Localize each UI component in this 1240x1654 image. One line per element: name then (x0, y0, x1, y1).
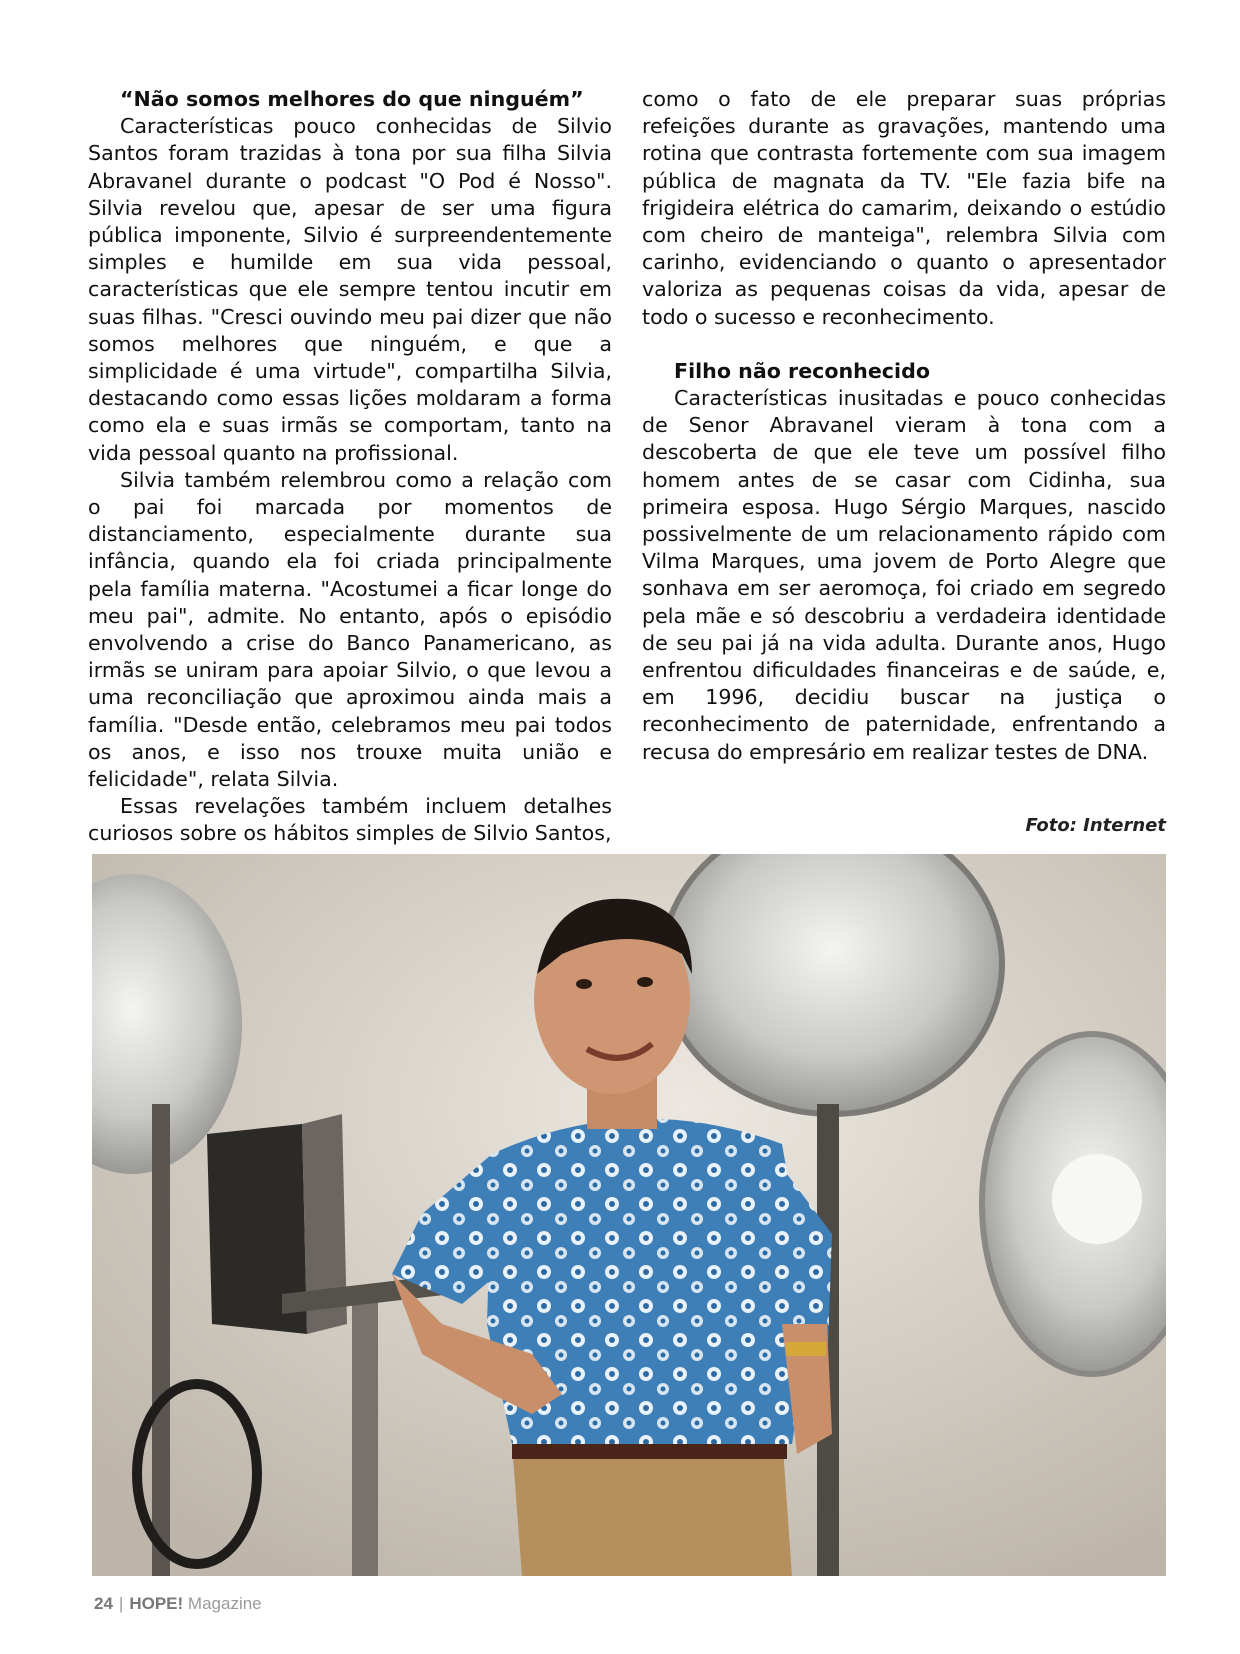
paragraph: Essas revelações também incluem detalhes curiosos sobre os hábitos simples de Silvio Santos, (88, 794, 612, 846)
right-column (642, 86, 1166, 776)
left-column (88, 86, 612, 846)
magazine-brand: HOPE! (129, 1594, 184, 1613)
magazine-label: Magazine (187, 1594, 262, 1613)
paragraph: Características pouco conhecidas de Silvio Santos foram trazidas à tona por sua filha Silvia Abravanel durante o podcast "O Pod é Nosso". Silvia revelou que, apesar de ser uma figura pública imponente, Silvio é surpreendentemente simples e humilde em sua vida pessoal, características que ele sempre tentou incutir em suas filhas. "Cresci ouvindo meu pai dizer que não somos melhores que ninguém, e que a simplicidade é uma virtude", compartilha Silvia, destacando como essas lições moldaram a forma como ela e suas irmãs se comportam, tanto na vida pessoal quanto na profissional. (88, 114, 612, 465)
page-footer (94, 1594, 262, 1614)
paragraph: como o fato de ele preparar suas próprias refeições durante as gravações, mantendo uma rotina que contrasta fortemente com sua imagem pública de magnata da TV. "Ele fazia bife na frigideira elétrica do camarim, deixando o estúdio com cheiro de manteiga", relembra Silvia com carinho, evidenciando o quanto o apresentador valoriza as pequenas coisas da vida, apesar de todo o sucesso e reconhecimento. (642, 87, 1166, 329)
section-heading-2: Filho não reconhecido (674, 358, 930, 383)
photo-illustration (92, 854, 1166, 1576)
section-heading-1: “Não somos melhores do que ninguém” (120, 87, 584, 111)
paragraph: Características inusitadas e pouco conhecidas de Senor Abravanel vieram à tona com a descoberta de que ele teve um possível filho homem antes de se casar com Cidinha, sua primeira esposa. Hugo Sérgio Marques, nascido possivelmente de um relacionamento rápido com Vilma Marques, uma jovem de Porto Alegre que sonhava em ser aeromoça, foi criado em segredo pela mãe e só descobriu a verdadeira identidade de seu pai já na vida adulta. Durante anos, Hugo enfrentou dificuldades financeiras e de saúde, e, em 1996, decidiu buscar na justiça o reconhecimento de paternidade, enfrentando a recusa do empresário em realizar testes de DNA. (642, 386, 1166, 764)
paragraph: Silvia também relembrou como a relação com o pai foi marcada por momentos de distanciamento, especialmente durante sua infância, quando ela foi criada principalmente pela família materna. "Acostumei a ficar longe do meu pai", admite. No entanto, após o episódio envolvendo a crise do Banco Panamericano, as irmãs se uniram para apoiar Silvio, o que levou a uma reconciliação que aproximou ainda mais a família. "Desde então, celebramos meu pai todos os anos, e isso nos trouxe muita união e felicidade", relata Silvia. (88, 467, 612, 792)
article-photo (92, 854, 1166, 1576)
page-number: 24 (94, 1594, 113, 1613)
footer-separator: | (118, 1594, 124, 1613)
photo-credit: Foto: Internet (1025, 815, 1166, 836)
